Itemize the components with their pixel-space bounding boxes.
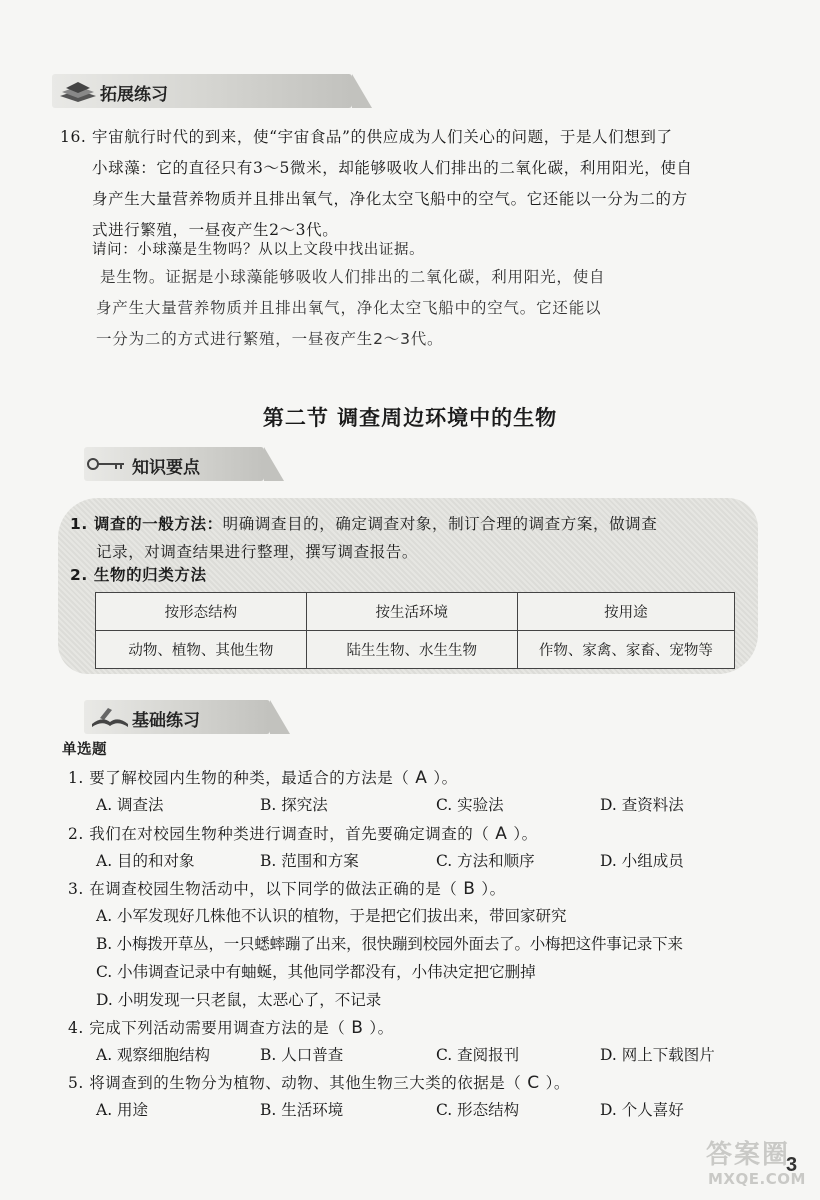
option-b: B. 人口普查 (260, 1046, 344, 1064)
question-3-stem (68, 877, 506, 899)
q16-line-2: 小球藻：它的直径只有3～5微米，却能够吸收人们排出的二氧化碳，利用阳光，使自 (92, 159, 693, 177)
watermark-en: MXQE.COM (708, 1170, 806, 1188)
option-c: C. 方法和顺序 (436, 852, 535, 870)
option-a: A. 观察细胞结构 (96, 1046, 211, 1064)
table-header-row (96, 593, 735, 631)
question-stem-tail: ）。 (513, 825, 538, 843)
q16-line-4: 式进行繁殖，一昼夜产生2～3代。 (92, 221, 339, 239)
open-book-icon (90, 704, 130, 730)
option-b: B. 生活环境 (260, 1101, 344, 1119)
knowledge-point-2 (70, 563, 207, 585)
q16-prompt: 请问：小球藻是生物吗？从以上文段中找出证据。 (92, 242, 425, 258)
option-d: D. 小组成员 (600, 852, 684, 870)
knowledge-banner-label: 知识要点 (132, 458, 200, 478)
q16-answer-line-1: 是生物。证据是小球藻能够吸收人们排出的二氧化碳，利用阳光，使自 (100, 268, 606, 286)
option-d: D. 小明发现一只老鼠，太恶心了，不记录 (96, 991, 382, 1009)
option-c: C. 查阅报刊 (436, 1046, 520, 1064)
q16-answer-line-2: 身产生大量营养物质并且排出氧气，净化太空飞船中的空气。它还能以 (96, 299, 602, 317)
option-a: A. 调查法 (96, 796, 164, 814)
question-stem-tail: ）。 (545, 1074, 570, 1092)
question-stem-text: 2. 我们在对校园生物种类进行调查时，首先要确定调查的（ (68, 825, 490, 843)
knowledge-point-2-title: 2. 生物的归类方法 (70, 566, 207, 584)
option-d: D. 网上下载图片 (600, 1046, 715, 1064)
classification-table (95, 592, 735, 669)
q16-answer-line-3: 一分为二的方式进行繁殖，一昼夜产生2～3代。 (96, 330, 444, 348)
table-cell: 动物、植物、其他生物 (96, 631, 307, 669)
table-header: 按生活环境 (306, 593, 517, 631)
knowledge-point-1-line-2: 记录，对调查结果进行整理，撰写调查报告。 (96, 543, 419, 561)
option-c: C. 小伟调查记录中有蚰蜒，其他同学都没有，小伟决定把它删掉 (96, 963, 536, 981)
question-stem-text: 1. 要了解校园内生物的种类，最适合的方法是（ (68, 769, 410, 787)
question-1-stem (68, 766, 458, 788)
answer-mark: C (527, 1073, 540, 1093)
question-stem-tail: ）。 (369, 1019, 394, 1037)
question-stem-text: 5. 将调查到的生物分为植物、动物、其他生物三大类的依据是（ (68, 1074, 522, 1092)
option-c: C. 形态结构 (436, 1101, 520, 1119)
page-number: 3 (786, 1154, 798, 1176)
answer-mark: B (351, 1018, 364, 1038)
answer-mark: B (463, 879, 476, 899)
key-icon (86, 451, 126, 477)
basic-banner (84, 700, 270, 734)
section-title: 第二节 调查周边环境中的生物 (262, 406, 558, 430)
basic-banner-label: 基础练习 (132, 711, 200, 731)
option-b: B. 范围和方案 (260, 852, 359, 870)
q16-line-3: 身产生大量营养物质并且排出氧气，净化太空飞船中的空气。它还能以一分为二的方 (92, 190, 688, 208)
question-2-stem (68, 822, 538, 844)
question-stem-tail: ）。 (433, 769, 458, 787)
question-stem-text: 3. 在调查校园生物活动中，以下同学的做法正确的是（ (68, 880, 458, 898)
knowledge-point-1-title: 1. 调查的一般方法： (70, 515, 223, 533)
table-row (96, 631, 735, 669)
option-b: B. 小梅拨开草丛，一只蟋蟀蹦了出来，很快蹦到校园外面去了。小梅把这件事记录下来 (96, 935, 683, 953)
book-stack-icon (58, 78, 98, 104)
option-d: D. 查资料法 (600, 796, 684, 814)
answer-mark: A (495, 824, 508, 844)
question-5-stem (68, 1071, 570, 1093)
table-header: 按形态结构 (96, 593, 307, 631)
extension-banner (52, 74, 352, 108)
option-a: A. 小军发现好几株他不认识的植物，于是把它们拔出来，带回家研究 (96, 907, 567, 925)
option-d: D. 个人喜好 (600, 1101, 684, 1119)
knowledge-banner (84, 447, 264, 481)
question-stem-text: 4. 完成下列活动需要用调查方法的是（ (68, 1019, 346, 1037)
q16-line-1: 宇宙航行时代的到来，使“宇宙食品”的供应成为人们关心的问题，于是人们想到了 (92, 128, 673, 146)
option-a: A. 用途 (96, 1101, 149, 1119)
question-4-stem (68, 1016, 394, 1038)
knowledge-point-1 (70, 512, 657, 534)
table-header: 按用途 (517, 593, 734, 631)
q16-number: 16. (60, 128, 87, 146)
answer-mark: A (415, 768, 428, 788)
watermark-cn: 答案圈 (706, 1140, 791, 1170)
table-cell: 作物、家禽、家畜、宠物等 (517, 631, 734, 669)
question-stem-tail: ）。 (481, 880, 506, 898)
option-a: A. 目的和对象 (96, 852, 195, 870)
table-cell: 陆生生物、水生生物 (306, 631, 517, 669)
option-c: C. 实验法 (436, 796, 504, 814)
option-b: B. 探究法 (260, 796, 328, 814)
question-type-label: 单选题 (62, 742, 107, 758)
knowledge-point-1-text: 明确调查目的，确定调查对象，制订合理的调查方案，做调查 (222, 515, 658, 533)
extension-banner-label: 拓展练习 (100, 85, 168, 105)
